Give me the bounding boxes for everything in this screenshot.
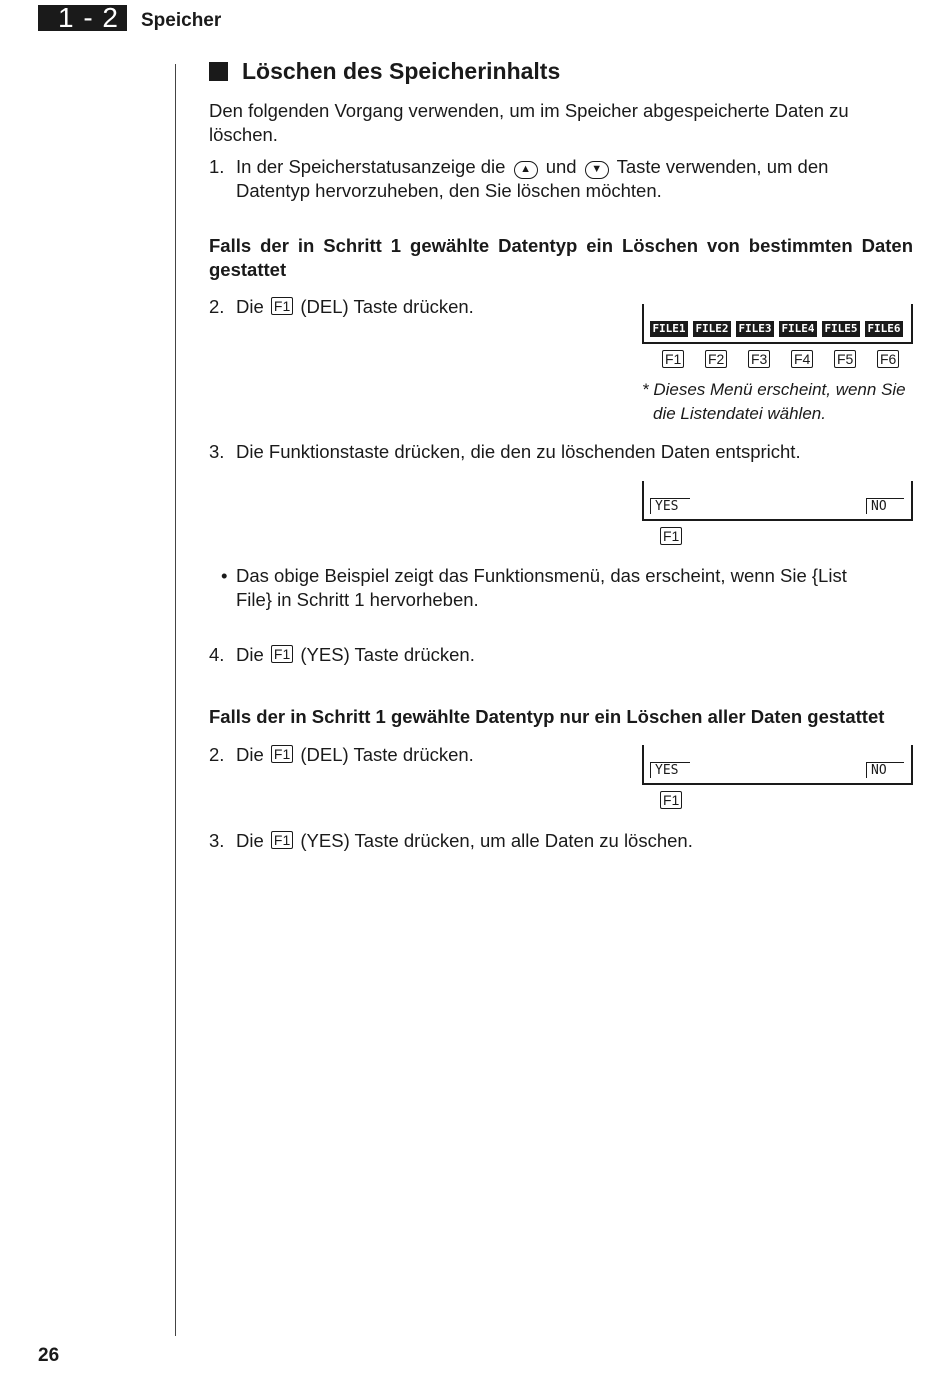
f1-key-icon: F1 [271,745,293,763]
step-text: In der Speicherstatusanzeige die [236,156,506,177]
step-text: (YES) Taste drücken, um alle Daten zu löschen. [300,830,693,851]
menu-note [642,378,906,426]
step-1 [209,155,828,203]
f1-key-icon: F1 [271,645,293,663]
step-number: 1. [209,156,225,177]
step-text: und [545,156,577,177]
intro-line-1: Den folgenden Vorgang verwenden, um im Speicher abgespeicherte Daten zu [209,100,849,121]
file-tab-5: FILE5 [822,321,860,337]
step-text: Die [236,830,264,851]
menu-note-line-1: * Dieses Menü erscheint, wenn Sie [642,380,906,399]
f1-key-icon: F1 [662,350,684,368]
f1-key-icon: F1 [271,297,293,315]
down-arrow-key-icon: ▼ [585,161,609,179]
file-tab-2: FILE2 [693,321,731,337]
f1-key-icon: F1 [660,791,682,809]
yes-softkey: YES [650,762,690,778]
file-menu-screen [642,304,913,344]
step-text: Die [236,644,264,665]
step-number: 3. [209,441,225,462]
step-number: 2. [209,744,225,765]
case-b-step-2 [209,743,474,767]
f1-key-icon: F1 [660,527,682,545]
case-a-step-2 [209,295,474,319]
intro-paragraph [209,99,849,147]
f4-key-icon: F4 [791,350,813,368]
case-a-step-3 [209,440,801,464]
confirm-key-a [658,527,684,548]
intro-line-2: löschen. [209,124,278,145]
f2-key-icon: F2 [705,350,727,368]
margin-rule [175,64,176,1336]
file-tab-6: FILE6 [865,321,903,337]
step-text: Die Funktionstaste drücken, die den zu löschenden Daten entspricht. [236,441,801,462]
no-softkey: NO [866,498,904,514]
step-text: Datentyp hervorzuheben, den Sie löschen möchten. [236,180,662,201]
section-heading-text: Löschen des Speicherinhalts [242,58,561,84]
yes-softkey: YES [650,498,690,514]
file-tab-3: FILE3 [736,321,774,337]
step-text: (YES) Taste drücken. [300,644,475,665]
case-b-step-3 [209,829,693,853]
step-number: 3. [209,830,225,851]
up-arrow-key-icon: ▲ [514,161,538,179]
f6-key-icon: F6 [877,350,899,368]
step-text: (DEL) Taste drücken. [300,744,474,765]
step-text: Die [236,296,264,317]
file-tab-1: FILE1 [650,321,688,337]
case-a-heading [209,234,913,282]
f5-key-icon: F5 [834,350,856,368]
page-number: 26 [38,1345,60,1366]
section-heading [209,58,560,85]
bullet-line-2: File} in Schritt 1 hervorheben. [236,589,479,610]
no-softkey: NO [866,762,904,778]
case-b-heading: Falls der in Schritt 1 gewählte Datentyp nur ein Löschen aller Daten gestattet [209,706,885,727]
f1-key-icon: F1 [271,831,293,849]
step-text: (DEL) Taste drücken. [300,296,474,317]
bullet-icon: • [221,565,228,586]
chapter-title: Speicher [141,10,222,31]
step-text: Die [236,744,264,765]
bullet-note [221,564,847,612]
confirm-screen-a [642,481,913,521]
confirm-key-b [658,791,684,812]
f3-key-icon: F3 [748,350,770,368]
step-number: 2. [209,296,225,317]
square-bullet-icon [209,62,228,81]
menu-note-line-2: die Listendatei wählen. [653,404,826,423]
step-text: Taste verwenden, um den [616,156,829,177]
case-a-heading-line-2: gestattet [209,259,287,280]
bullet-line-1: Das obige Beispiel zeigt das Funktionsmenü, das erscheint, wenn Sie {List [236,565,847,586]
case-a-heading-line-1: Falls der in Schritt 1 gewählte Datentyp ein Löschen von bestimmten Daten [209,235,913,256]
case-a-step-4 [209,643,475,667]
section-badge: 1 - 2 [38,5,127,31]
confirm-screen-b [642,745,913,785]
function-key-row [642,350,913,372]
file-tab-4: FILE4 [779,321,817,337]
step-number: 4. [209,644,225,665]
